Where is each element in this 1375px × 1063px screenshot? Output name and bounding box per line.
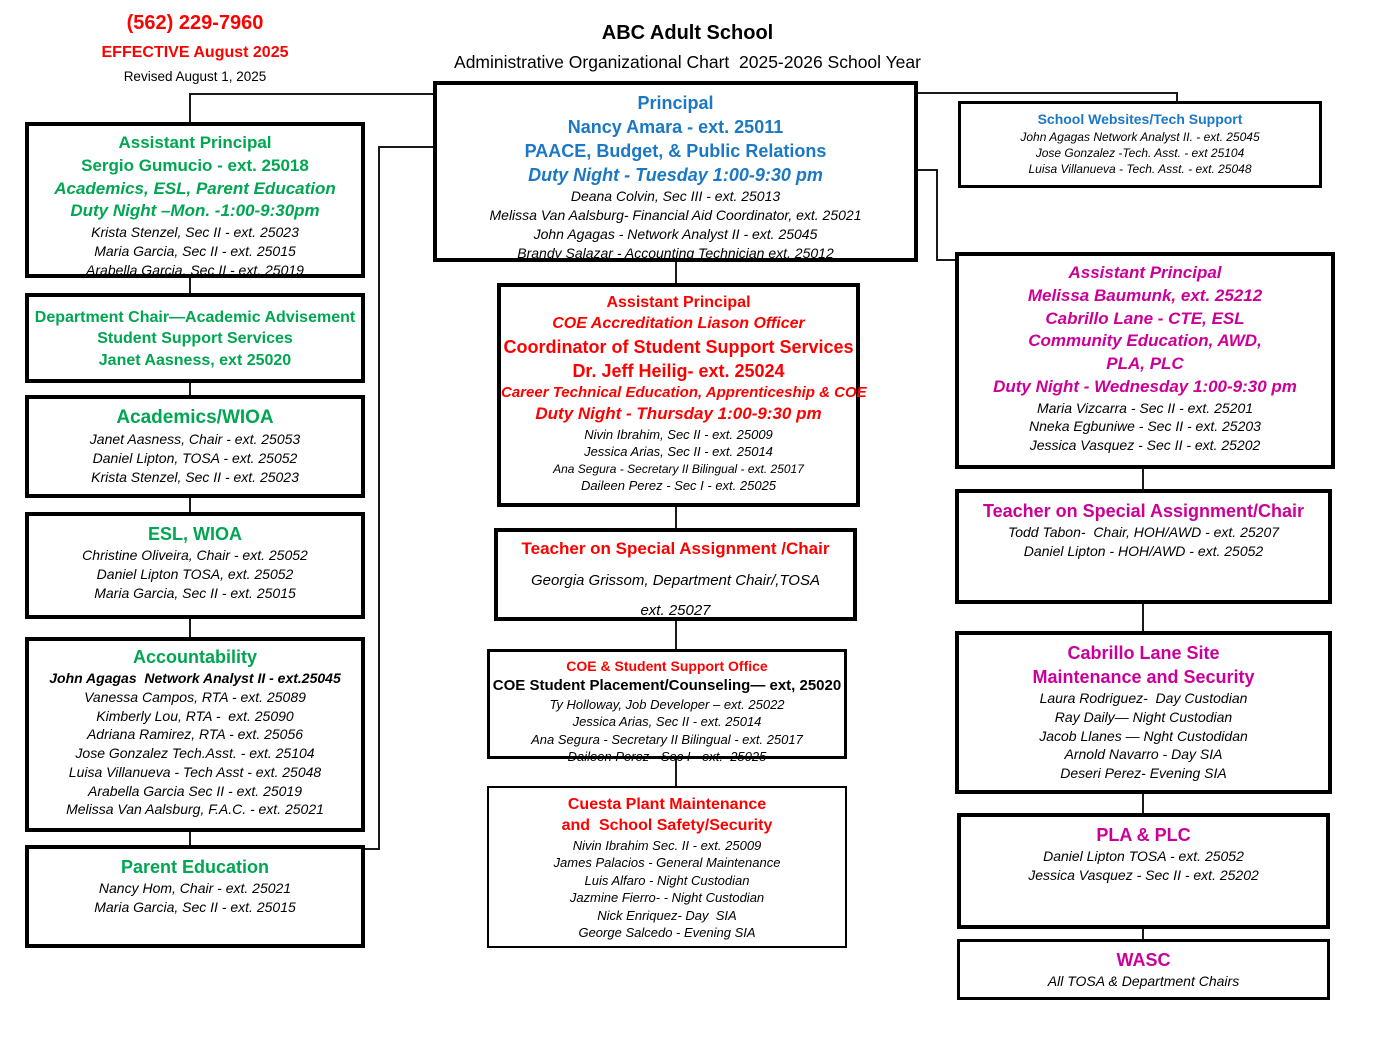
org-box-line: Maintenance and Security	[1032, 667, 1255, 688]
connector-academics-esl	[189, 497, 191, 513]
org-box-line: COE Accreditation Liason Officer	[552, 315, 805, 333]
org-box-line: Nick Enriquez- Day SIA	[597, 907, 737, 923]
org-box-line: Jessica Arias, Sec II - ext. 25014	[572, 714, 762, 730]
org-box-line: Coordinator of Student Support Services	[503, 336, 854, 357]
revised-date: Revised August 1, 2025	[123, 69, 267, 84]
box-dept-chair	[25, 293, 365, 383]
box-principal	[433, 81, 918, 262]
connector-left-spine-vertical	[378, 146, 380, 850]
org-box-line: Career Technical Education, Apprenticeship & COE	[501, 384, 867, 402]
org-box-line: Kimberly Lou, RTA - ext. 25090	[96, 707, 294, 724]
connector-gumucio-deptchair	[189, 277, 191, 294]
org-box-line: Nivin Ibrahim, Sec II - ext. 25009	[584, 426, 773, 442]
org-box-line: Christine Oliveira, Chair - ext. 25052	[82, 547, 308, 564]
org-box-line: Assistant Principal	[606, 294, 751, 311]
box-pla-plc	[957, 813, 1330, 929]
org-box-line: Cabrillo Lane - CTE, ESL	[1045, 308, 1245, 328]
org-box-line: Ray Daily— Night Custodian	[1054, 708, 1233, 725]
org-box-line: ESL, WIOA	[148, 524, 242, 544]
connector-gumucio-up-vertical	[189, 93, 191, 122]
org-box-line: Teacher on Special Assignment/Chair	[982, 501, 1305, 521]
connector-left-spine-top	[378, 146, 433, 148]
org-box-line: Deseri Perez- Evening SIA	[1060, 765, 1227, 782]
org-box-line: and School Safety/Security	[561, 817, 773, 835]
connector-heilig-grissom	[675, 506, 677, 529]
org-box-line: Parent Education	[120, 857, 270, 877]
org-box-line: Daniel Lipton - HOH/AWD - ext. 25052	[1023, 542, 1264, 559]
org-box-line: Melissa Van Aalsburg- Financial Aid Coordinator, ext. 25021	[489, 207, 862, 224]
org-box-line: Academics, ESL, Parent Education	[54, 178, 336, 198]
org-box-line: Teacher on Special Assignment /Chair	[521, 539, 830, 558]
org-box-line: Arabella Garcia, Sec II - ext. 25019	[86, 261, 304, 278]
org-box-line: Assistant Principal	[118, 133, 272, 152]
org-box-line: Krista Stenzel, Sec II - ext. 25023	[91, 224, 299, 241]
org-box-line: COE Student Placement/Counseling— ext, 25020	[492, 676, 842, 694]
org-box-line: Accountability	[132, 647, 257, 667]
org-box-line: Maria Garcia, Sec II - ext. 25015	[94, 898, 296, 915]
org-box-line: Maria Vizcarra - Sec II - ext. 25201	[1036, 399, 1254, 416]
org-box-line: All TOSA & Department Chairs	[1047, 973, 1240, 990]
org-box-line: Sergio Gumucio - ext. 25018	[81, 155, 309, 175]
connector-pla-wasc	[1142, 929, 1144, 939]
org-box-line: Nancy Amara - ext. 25011	[567, 117, 784, 138]
org-box-line: Jessica Vasquez - Sec II - ext. 25202	[1028, 866, 1259, 883]
org-box-line: John Agagas - Network Analyst II - ext. 25045	[533, 225, 818, 242]
connector-esl-accountability	[189, 618, 191, 638]
org-box-line: Jose Gonzalez Tech.Asst. - ext. 25104	[75, 745, 315, 762]
connector-cabrillo-pla	[1142, 794, 1144, 813]
org-box-line: Georgia Grissom, Department Chair/,TOSA	[531, 571, 820, 589]
org-box-line: John Agagas Network Analyst II - ext.25045	[49, 670, 341, 687]
org-box-line: Melissa Van Aalsburg, F.A.C. - ext. 25021	[66, 801, 324, 818]
org-box-line: Cuesta Plant Maintenance	[567, 796, 767, 813]
org-box-line: James Palacios - General Maintenance	[553, 855, 781, 871]
org-box-line: Community Education, AWD,	[1028, 331, 1262, 351]
connector-baumunk-tabon	[1142, 469, 1144, 489]
box-wasc	[957, 939, 1330, 1000]
org-box-line: Ana Segura - Secretary II Bilingual - ext. 25017	[531, 731, 803, 747]
connector-gumucio-principal	[189, 93, 433, 95]
org-box-line: COE & Student Support Office	[566, 658, 768, 674]
org-box-line: PLA, PLC	[1106, 354, 1184, 374]
org-box-line: Janet Aasness, Chair - ext. 25053	[89, 431, 301, 448]
org-box-line: Krista Stenzel, Sec II - ext. 25023	[91, 468, 299, 485]
org-box-line: Luisa Villanueva - Tech. Asst. - ext. 25048	[1028, 161, 1252, 176]
org-box-line: Jessica Arias, Sec II - ext. 25014	[584, 444, 773, 460]
org-box-line: Duty Night - Thursday 1:00-9:30 pm	[535, 404, 822, 424]
org-box-line: School Websites/Tech Support	[1037, 111, 1243, 127]
org-box-line: John Agagas Network Analyst II. - ext. 25045	[1020, 129, 1260, 144]
org-box-line: Jessica Vasquez - Sec II - ext. 25202	[1029, 437, 1261, 454]
org-box-line: ext. 25027	[640, 601, 711, 619]
header-contact-block	[30, 12, 360, 84]
org-box-line: PLA & PLC	[1096, 825, 1191, 845]
org-box-line: Brandy Salazar - Accounting Technician ext. 25012	[517, 244, 834, 261]
connector-deptchair-academics	[189, 382, 191, 396]
org-box-line: Nancy Hom, Chair - ext. 25021	[98, 880, 292, 897]
org-box-line: Daniel Lipton, TOSA - ext. 25052	[92, 450, 298, 467]
org-box-line: Luisa Villanueva - Tech Asst - ext. 25048	[68, 763, 322, 780]
phone-number: (562) 229-7960	[126, 12, 264, 34]
box-ap-heilig	[497, 283, 867, 507]
box-parent-education	[25, 845, 365, 948]
org-box-line: Maria Garcia, Sec II - ext. 25015	[94, 584, 296, 601]
connector-principal-baumunk-h2	[936, 259, 956, 261]
org-box-line: Jose Gonzalez -Tech. Asst. - ext 25104	[1035, 145, 1245, 160]
connector-accountability-parent	[189, 831, 191, 846]
org-box-line: Daileen Perez - Sec I - ext. 25025	[580, 477, 777, 493]
connector-left-spine-bottom	[363, 848, 380, 850]
org-box-line: Vanessa Campos, RTA - ext. 25089	[84, 688, 306, 705]
box-coe-office	[487, 649, 847, 765]
org-box-line: Jacob Llanes — Nght Custodidan	[1039, 727, 1248, 744]
org-box-line: Jazmine Fierro- - Night Custodian	[569, 890, 765, 906]
box-accountability	[25, 637, 365, 832]
org-box-line: Janet Aasness, ext 25020	[98, 351, 292, 369]
org-box-line: Laura Rodriguez- Day Custodian	[1039, 690, 1248, 707]
org-box-line: Adriana Ramirez, RTA - ext. 25056	[86, 726, 304, 743]
org-box-line: Dr. Jeff Heilig- ext. 25024	[572, 360, 785, 381]
connector-principal-heilig	[675, 261, 677, 284]
box-esl-wioa	[25, 512, 365, 619]
box-tosa-tabon	[955, 489, 1332, 604]
org-box-line: PAACE, Budget, & Public Relations	[524, 141, 827, 162]
org-box-line: Department Chair—Academic Advisement	[34, 309, 356, 326]
box-ap-baumunk	[955, 252, 1335, 469]
org-box-line: Daileen Perez - Sec I - ext. 25025	[567, 749, 767, 765]
connector-principal-baumunk-v	[936, 169, 938, 261]
org-box-line: Cabrillo Lane Site	[1067, 643, 1220, 663]
connector-tabon-cabrillo	[1142, 604, 1144, 631]
org-box-line: Daniel Lipton TOSA, ext. 25052	[96, 565, 294, 582]
header-title-block	[415, 22, 960, 73]
org-box-line: Student Support Services	[97, 330, 293, 348]
effective-date: EFFECTIVE August 2025	[101, 44, 289, 61]
org-box-line: Nivin Ibrahim Sec. II - ext. 25009	[572, 837, 762, 853]
org-box-line: Duty Night –Mon. -1:00-9:30pm	[70, 201, 320, 221]
connector-principal-baumunk-h1	[918, 169, 938, 171]
connector-grissom-coe	[675, 620, 677, 650]
org-box-line: Maria Garcia, Sec II - ext. 25015	[94, 242, 296, 259]
org-box-line: Nneka Egbuniwe - Sec II - ext. 25203	[1029, 418, 1261, 435]
org-box-line: Melissa Baumunk, ext. 25212	[1027, 285, 1263, 305]
org-box-line: Duty Night - Wednesday 1:00-9:30 pm	[993, 376, 1297, 396]
org-box-line: Ana Segura - Secretary II Bilingual - ext. 25017	[553, 461, 804, 476]
org-box-line: Daniel Lipton TOSA - ext. 25052	[1043, 848, 1244, 865]
org-box-line: Duty Night - Tuesday 1:00-9:30 pm	[528, 165, 823, 186]
org-box-line: Arnold Navarro - Day SIA	[1064, 746, 1223, 763]
box-cabrillo-site	[955, 631, 1332, 794]
box-cuesta-plant	[487, 786, 847, 948]
org-box-line: Todd Tabon- Chair, HOH/AWD - ext. 25207	[1007, 524, 1280, 541]
connector-principal-websites-h	[918, 92, 1177, 94]
org-box-line: Academics/WIOA	[116, 407, 274, 428]
org-box-line: Deana Colvin, Sec III - ext. 25013	[570, 188, 781, 205]
org-box-line: Principal	[637, 93, 714, 113]
org-box-line: Ty Holloway, Job Developer – ext. 25022	[549, 696, 785, 712]
page-subtitle: Administrative Organizational Chart 2025-2026 School Year	[454, 52, 921, 72]
org-box-line: Assistant Principal	[1068, 263, 1222, 282]
org-box-line: Luis Alfaro - Night Custodian	[584, 872, 750, 888]
box-tech-support	[958, 101, 1322, 188]
org-box-line: WASC	[1116, 950, 1171, 970]
org-box-line: Arabella Garcia Sec II - ext. 25019	[88, 782, 302, 799]
box-tosa-grissom	[494, 528, 857, 621]
box-academics-wioa	[25, 395, 365, 498]
org-box-line: George Salcedo - Evening SIA	[578, 924, 756, 940]
page-title: ABC Adult School	[601, 22, 774, 44]
box-ap-gumucio	[25, 122, 365, 278]
